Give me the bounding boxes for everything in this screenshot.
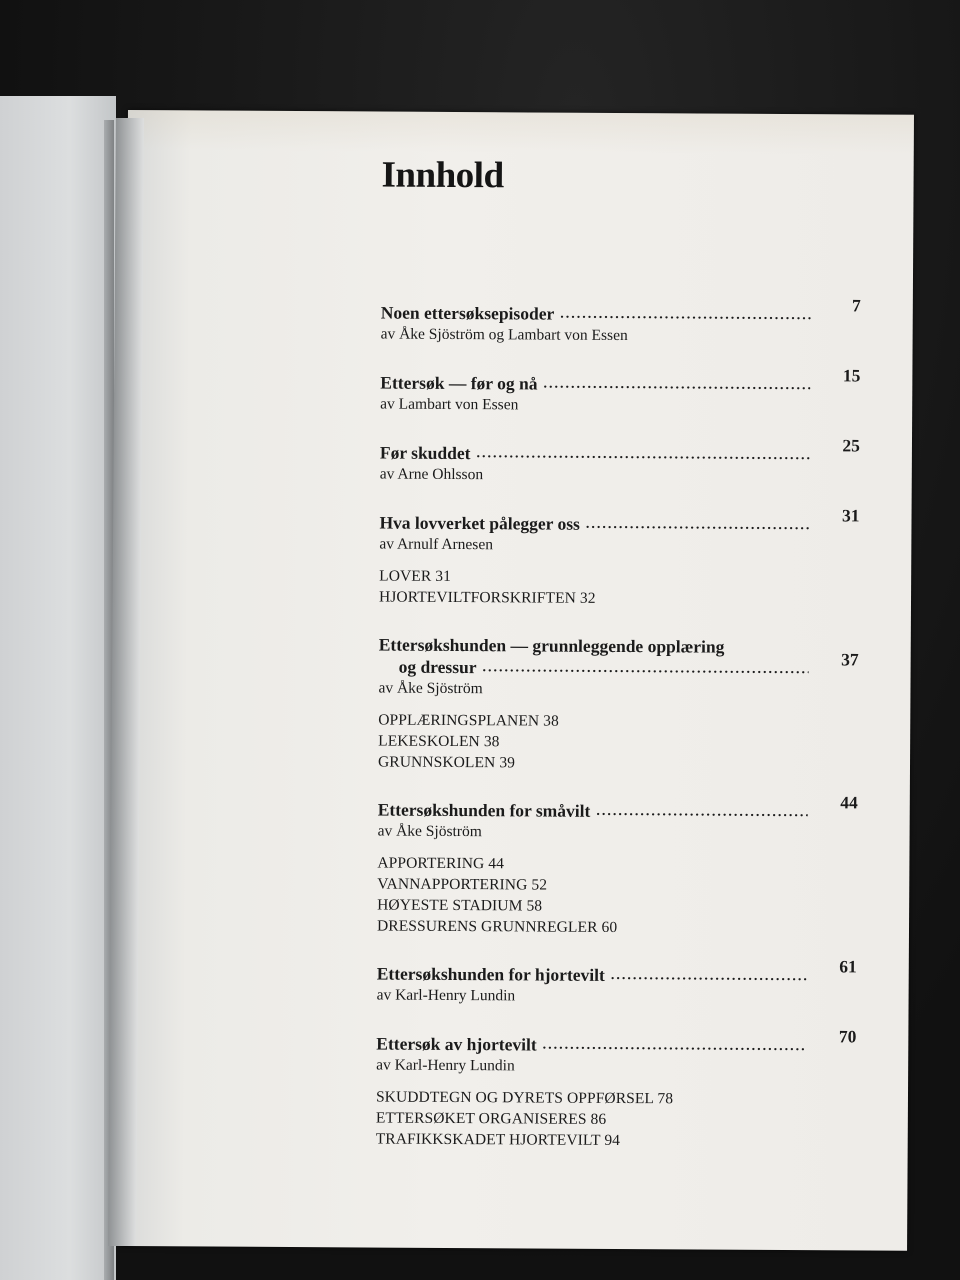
toc-entry-title-cont: og dressur bbox=[398, 656, 477, 678]
toc-entry-author: av Lambart von Essen bbox=[380, 395, 519, 414]
toc-entry-title: Noen ettersøksepisoder bbox=[380, 302, 555, 324]
toc-page-number: 70 bbox=[838, 1026, 857, 1047]
dot-leader bbox=[543, 378, 810, 394]
page-title: Innhold bbox=[381, 154, 504, 197]
toc-subsections bbox=[378, 710, 858, 776]
toc-entry bbox=[378, 634, 859, 776]
toc-entry bbox=[378, 505, 860, 611]
toc-subsections bbox=[377, 853, 858, 940]
toc-subsection: TRAFIKKSKADET HJORTEVILT 94 bbox=[375, 1130, 621, 1150]
dot-leader bbox=[483, 661, 809, 677]
dot-leader bbox=[596, 805, 807, 820]
toc-subsection: LEKESKOLEN 38 bbox=[378, 732, 500, 751]
toc-subsections bbox=[376, 1087, 856, 1153]
toc-entry-author: av Åke Sjöström bbox=[377, 822, 482, 841]
toc-entry-title: Ettersøk av hjortevilt bbox=[376, 1033, 537, 1055]
toc-entry bbox=[375, 1026, 857, 1153]
dot-leader bbox=[543, 1039, 807, 1055]
toc-entry bbox=[376, 956, 857, 1010]
toc-entry-author: av Åke Sjöström og Lambart von Essen bbox=[380, 325, 628, 345]
toc-entry bbox=[380, 365, 861, 419]
toc-entry bbox=[379, 435, 861, 489]
toc-page-number: 61 bbox=[839, 956, 857, 977]
toc-subsection: APPORTERING 44 bbox=[377, 854, 505, 873]
toc-entry-author: av Arne Ohlsson bbox=[379, 465, 484, 484]
toc-entry-author: av Karl-Henry Lundin bbox=[376, 1056, 515, 1075]
toc-entry-title: Ettersøkshunden for hjortevilt bbox=[376, 963, 605, 985]
toc-subsection: SKUDDTEGN OG DYRETS OPPFØRSEL 78 bbox=[375, 1088, 674, 1108]
toc-entry-title: Ettersøkshunden for småvilt bbox=[377, 799, 591, 821]
toc-subsections bbox=[379, 566, 859, 611]
toc-subsection: OPPLÆRINGSPLANEN 38 bbox=[378, 711, 559, 730]
toc-entry-author: av Karl-Henry Lundin bbox=[376, 986, 516, 1005]
toc-entry-title: Hva lovverket pålegger oss bbox=[379, 512, 580, 534]
toc-page-number: 7 bbox=[852, 295, 861, 316]
toc-subsection: LOVER 31 bbox=[379, 567, 452, 585]
toc-page-number: 44 bbox=[840, 792, 858, 813]
toc-page-number: 15 bbox=[842, 365, 861, 386]
toc-subsection: HØYESTE STADIUM 58 bbox=[377, 896, 543, 915]
toc-entry-title: Før skuddet bbox=[379, 442, 471, 464]
book-page bbox=[121, 110, 914, 1251]
toc-page-number: 37 bbox=[841, 649, 859, 670]
dot-leader bbox=[476, 447, 809, 463]
left-page bbox=[0, 96, 116, 1280]
toc-subsection: ETTERSØKET ORGANISERES 86 bbox=[375, 1109, 607, 1128]
toc-entry-author: av Arnulf Arnesen bbox=[379, 535, 494, 554]
dot-leader bbox=[611, 969, 807, 984]
table-of-contents bbox=[375, 295, 861, 1179]
toc-page-number: 31 bbox=[841, 505, 860, 526]
toc-subsection: GRUNNSKOLEN 39 bbox=[377, 753, 516, 772]
toc-subsection: VANNAPPORTERING 52 bbox=[377, 875, 548, 894]
toc-entry-title: Ettersøk — før og nå bbox=[380, 372, 538, 394]
dot-leader bbox=[586, 518, 810, 533]
toc-page-number: 25 bbox=[842, 435, 861, 456]
toc-entry-title: Ettersøkshunden — grunnleggende opplæring bbox=[378, 634, 725, 657]
toc-entry-author: av Åke Sjöström bbox=[378, 679, 483, 698]
toc-subsection: DRESSURENS GRUNNREGLER 60 bbox=[376, 917, 618, 937]
toc-subsection: HJORTEVILTFORSKRIFTEN 32 bbox=[378, 588, 596, 607]
toc-entry bbox=[376, 792, 858, 940]
toc-entry bbox=[380, 295, 861, 349]
dot-leader bbox=[560, 308, 811, 324]
